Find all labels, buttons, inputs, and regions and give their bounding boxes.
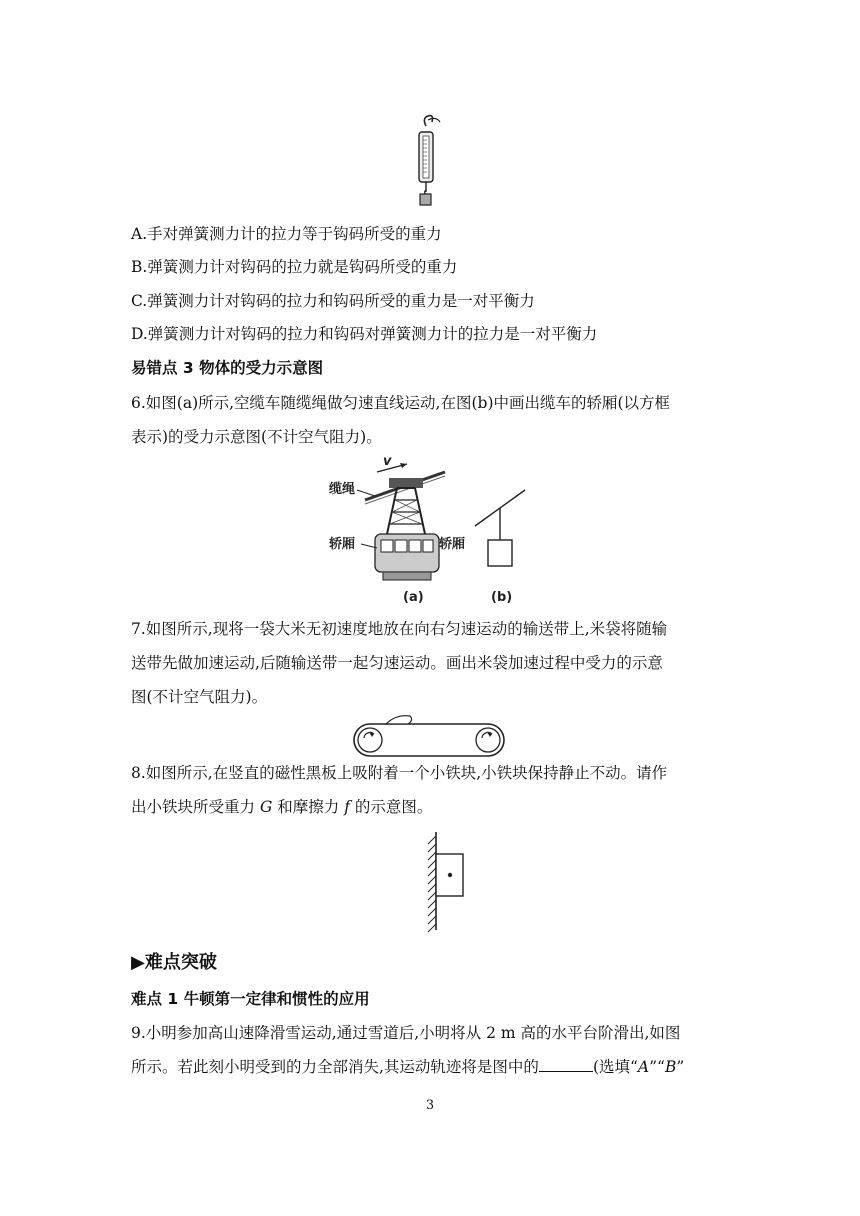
option-a: A.手对弹簧测力计的拉力等于钩码所受的重力 — [131, 225, 442, 243]
question-8-line-2: 出小铁块所受重力 G 和摩擦力 f 的示意图。 — [131, 798, 433, 816]
option-b: B.弹簧测力计对钩码的拉力就是钩码所受的重力 — [131, 258, 458, 276]
difficulty-1-title: 难点 1 牛顿第一定律和惯性的应用 — [131, 990, 370, 1008]
spring-scale-figure — [408, 112, 448, 208]
option-c: C.弹簧测力计对钩码的拉力和钩码所受的重力是一对平衡力 — [131, 292, 535, 310]
question-9-line-2: 所示。若此刻小明受到的力全部消失,其运动轨迹将是图中的 (选填“A”“B” — [131, 1058, 685, 1076]
difficulty-heading: ▶难点突破 — [131, 952, 217, 973]
question-6-line-2: 表示)的受力示意图(不计空气阻力)。 — [131, 428, 382, 446]
velocity-label: v — [383, 454, 392, 469]
question-7-line-2: 送带先做加速运动,后随输送带一起匀速运动。画出米袋加速过程中受力的示意 — [131, 654, 663, 672]
conveyor-belt-figure — [352, 712, 508, 760]
page-number: 3 — [425, 1098, 435, 1113]
magnetic-board-figure — [422, 830, 470, 934]
question-7-line-1: 7.如图所示,现将一袋大米无初速度地放在向右匀速运动的输送带上,米袋将随输 — [131, 620, 668, 638]
option-d: D.弹簧测力计对钩码的拉力和钩码对弹簧测力计的拉力是一对平衡力 — [131, 325, 598, 343]
question-7-line-3: 图(不计空气阻力)。 — [131, 688, 268, 706]
question-8-line-1: 8.如图所示,在竖直的磁性黑板上吸附着一个小铁块,小铁块保持静止不动。请作 — [131, 764, 668, 782]
caption-a: (a) — [403, 590, 424, 605]
section-title: 易错点 3 物体的受力示意图 — [131, 359, 324, 377]
cabin-label-b: 轿厢 — [439, 537, 466, 552]
question-9-line-1: 9.小明参加高山速降滑雪运动,通过雪道后,小明将从 2 m 高的水平台阶滑出,如图 — [131, 1024, 681, 1042]
answer-blank[interactable] — [539, 1057, 593, 1072]
cabin-label-a: 轿厢 — [329, 537, 356, 552]
question-6-line-1: 6.如图(a)所示,空缆车随缆绳做匀速直线运动,在图(b)中画出缆车的轿厢(以方框 — [131, 394, 671, 412]
cable-car-figure — [325, 456, 540, 604]
caption-b: (b) — [491, 590, 513, 605]
rope-label: 缆绳 — [329, 482, 356, 497]
